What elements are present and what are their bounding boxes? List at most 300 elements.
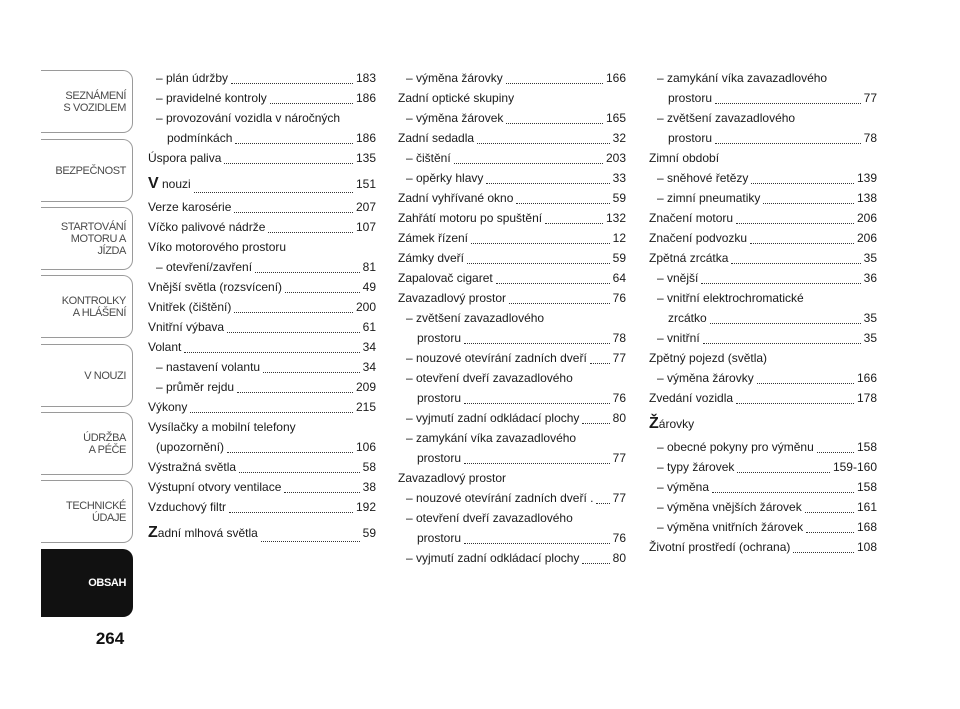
page-ref: 64: [612, 271, 626, 285]
entry-label: [417, 328, 461, 348]
index-entry: [649, 128, 877, 148]
index-entry: [398, 208, 626, 228]
page-ref: 35: [863, 331, 877, 345]
entry-text: Zadní vyhřívané okno: [398, 191, 514, 205]
page-ref: 166: [605, 71, 626, 85]
entry-label: [417, 528, 461, 548]
entry-label: [417, 448, 461, 468]
index-entry: [148, 128, 376, 148]
entry-text: Vnější světla (rozsvícení): [148, 280, 283, 294]
entry-label: [156, 377, 234, 397]
dot-leader: [464, 402, 610, 404]
entry-text: Vysílačky a mobilní telefony: [148, 420, 296, 434]
dot-leader: [751, 182, 854, 184]
index-entry: [649, 308, 877, 328]
page-ref: 209: [355, 380, 376, 394]
entry-text: – sněhové řetězy: [657, 171, 749, 185]
entry-label: [406, 488, 593, 508]
page-ref: 59: [362, 526, 376, 540]
index-entry: [649, 388, 877, 408]
index-entry: [649, 168, 877, 188]
dot-leader: [701, 282, 860, 284]
entry-label: [649, 228, 747, 248]
index-entry: [398, 388, 626, 408]
entry-text: – vyjmutí zadní odkládací plochy: [406, 411, 580, 425]
dot-leader: [477, 142, 610, 144]
dot-leader: [750, 242, 854, 244]
entry-text: – plán údržby: [156, 71, 229, 85]
index-entry: [649, 268, 877, 288]
entry-text: – otevření dveří zavazadlového: [406, 371, 573, 385]
index-entry: [148, 68, 376, 88]
section-letter: Z: [148, 524, 158, 541]
index-entry: [148, 257, 376, 277]
page-ref: 76: [612, 291, 626, 305]
tab-bezpecnost[interactable]: BEZPEČNOST: [41, 139, 133, 202]
dot-leader: [227, 451, 353, 453]
entry-text: Zámek řízení: [398, 231, 469, 245]
index-entry: [148, 520, 376, 546]
dot-leader: [235, 142, 353, 144]
entry-label: [649, 388, 733, 408]
dot-leader: [509, 302, 610, 304]
entry-label: [156, 257, 252, 277]
dot-leader: [231, 82, 353, 84]
entry-label: [398, 228, 468, 248]
entry-text: – zvětšení zavazadlového: [406, 311, 545, 325]
page-ref: 59: [612, 191, 626, 205]
index-entry: [148, 217, 376, 237]
dot-leader: [736, 402, 854, 404]
page-ref: 158: [856, 480, 877, 494]
entry-label: [657, 517, 803, 537]
index-heading: [649, 348, 877, 368]
page-ref: 80: [612, 551, 626, 565]
tab-obsah[interactable]: OBSAH: [41, 549, 133, 617]
entry-label: [649, 248, 728, 268]
entry-text: Životní prostředí (ochrana): [649, 540, 791, 554]
index-entry: [649, 477, 877, 497]
entry-label: [148, 297, 231, 317]
dot-leader: [731, 262, 860, 264]
page-ref: 108: [856, 540, 877, 554]
dot-leader: [737, 471, 830, 473]
page-ref: 34: [362, 340, 376, 354]
entry-label: [406, 548, 579, 568]
index-entry: [398, 228, 626, 248]
entry-text: prostoru: [417, 451, 462, 465]
index-entry: [148, 437, 376, 457]
tab-technicke-udaje[interactable]: TECHNICKÉ ÚDAJE: [41, 480, 133, 543]
entry-text: – nastavení volantu: [156, 360, 261, 374]
entry-text: Úspora paliva: [148, 151, 222, 165]
entry-text: – nouzové otevírání zadních dveří .: [406, 491, 594, 505]
page-ref: 76: [612, 391, 626, 405]
index-heading: [398, 468, 626, 488]
dot-leader: [806, 531, 854, 533]
entry-label: [406, 348, 587, 368]
index-heading: [649, 108, 877, 128]
entry-label: [148, 317, 224, 337]
page-ref: 200: [355, 300, 376, 314]
tab-v-nouzi[interactable]: V NOUZI: [41, 344, 133, 407]
section-tabs-sidebar: [0, 0, 140, 709]
index-entry: [148, 457, 376, 477]
index-entry: [148, 148, 376, 168]
index-entry: [398, 268, 626, 288]
page-ref: 183: [355, 71, 376, 85]
entry-label: [167, 128, 232, 148]
entry-label: [657, 477, 709, 497]
entry-label: [148, 148, 221, 168]
page-ref: 61: [362, 320, 376, 334]
entry-text: Výkony: [148, 400, 188, 414]
entry-text: Zavazadlový prostor: [398, 291, 507, 305]
dot-leader: [285, 291, 360, 293]
dot-leader: [255, 271, 360, 273]
dot-leader: [703, 342, 861, 344]
entry-text: Zahřátí motoru po spuštění: [398, 211, 543, 225]
page-ref: 206: [856, 231, 877, 245]
index-entry: [148, 197, 376, 217]
dot-leader: [793, 551, 854, 553]
entry-label: [668, 128, 712, 148]
entry-text: prostoru: [668, 91, 713, 105]
index-entry: [649, 457, 877, 477]
index-heading: [649, 411, 877, 437]
entry-label: [668, 308, 707, 328]
entry-text: – typy žárovek: [657, 460, 735, 474]
entry-label: [148, 477, 281, 497]
index-entry: [398, 108, 626, 128]
page-ref: 135: [355, 151, 376, 165]
page-ref: 76: [612, 531, 626, 545]
index-entry: [398, 288, 626, 308]
page-ref: 168: [856, 520, 877, 534]
section-letter: V: [148, 175, 159, 192]
index-heading: [398, 368, 626, 388]
entry-text: Vnitřek (čištění): [148, 300, 232, 314]
page-ref: 151: [355, 177, 376, 191]
page-ref: 203: [605, 151, 626, 165]
entry-text: Výstupní otvory ventilace: [148, 480, 282, 494]
entry-label: [657, 437, 814, 457]
entry-text: Značení motoru: [649, 211, 734, 225]
page-ref: 207: [355, 200, 376, 214]
entry-label: [398, 288, 506, 308]
index-heading: [148, 237, 376, 257]
entry-label: [406, 148, 451, 168]
dot-leader: [506, 122, 603, 124]
page-ref: 80: [612, 411, 626, 425]
page-ref: 33: [612, 171, 626, 185]
index-entry: [649, 368, 877, 388]
page-ref: 59: [612, 251, 626, 265]
dot-leader: [516, 202, 609, 204]
page-ref: 12: [612, 231, 626, 245]
index-entry: [649, 517, 877, 537]
dot-leader: [506, 82, 603, 84]
entry-label: [156, 88, 267, 108]
entry-label: [398, 248, 464, 268]
index-entry: [148, 297, 376, 317]
index-entry: [148, 497, 376, 517]
entry-text: Víko motorového prostoru: [148, 240, 287, 254]
dot-leader: [817, 451, 854, 453]
index-heading: [398, 428, 626, 448]
dot-leader: [757, 382, 854, 384]
index-entry: [398, 548, 626, 568]
entry-label: [398, 188, 513, 208]
index-entry: [649, 537, 877, 557]
entry-text: – vnější: [657, 271, 699, 285]
entry-label: [148, 457, 236, 477]
entry-text: Zapalovač cigaret: [398, 271, 493, 285]
page-ref: 159-160: [832, 460, 877, 474]
page-ref: 36: [863, 271, 877, 285]
index-entry: [649, 328, 877, 348]
entry-text: prostoru: [417, 331, 462, 345]
entry-label: [657, 328, 700, 348]
dot-leader: [234, 311, 353, 313]
entry-label: [156, 437, 224, 457]
index-entry: [398, 148, 626, 168]
dot-leader: [184, 351, 359, 353]
entry-text: – výměna vnitřních žárovek: [657, 520, 804, 534]
dot-leader: [715, 102, 861, 104]
page-ref: 49: [362, 280, 376, 294]
index-entry: [398, 188, 626, 208]
entry-label: [148, 171, 191, 197]
dot-leader: [805, 511, 854, 513]
index-entry: [148, 277, 376, 297]
page-ref: 186: [355, 91, 376, 105]
entry-label: [668, 88, 712, 108]
index-entry: [398, 528, 626, 548]
dot-leader: [454, 162, 603, 164]
index-heading: [398, 308, 626, 328]
entry-label: [156, 68, 228, 88]
tab-seznameni[interactable]: SEZNÁMENÍ S VOZIDLEM: [41, 70, 133, 133]
index-entry: [148, 88, 376, 108]
entry-text: – výměna žárovky: [657, 371, 754, 385]
entry-label: [148, 520, 258, 546]
index-entry: [398, 68, 626, 88]
index-entry: [148, 377, 376, 397]
dot-leader: [496, 282, 610, 284]
entry-text: Zvedání vozidla: [649, 391, 734, 405]
entry-text: – otevření/zavření: [156, 260, 253, 274]
dot-leader: [190, 411, 353, 413]
page-ref: 215: [355, 400, 376, 414]
index-entry: [398, 248, 626, 268]
dot-leader: [270, 102, 353, 104]
section-letter: Ž: [649, 415, 659, 432]
entry-label: [156, 357, 260, 377]
dot-leader: [268, 231, 353, 233]
entry-label: [657, 497, 802, 517]
index-entry: [148, 337, 376, 357]
entry-text: – výměna žárovky: [406, 71, 503, 85]
dot-leader: [486, 182, 609, 184]
entry-label: [406, 108, 503, 128]
entry-label: [406, 68, 503, 88]
dot-leader: [194, 191, 353, 193]
index-column-3: [649, 68, 877, 557]
dot-leader: [464, 462, 610, 464]
entry-label: [649, 208, 733, 228]
index-entry: [398, 408, 626, 428]
dot-leader: [224, 162, 353, 164]
entry-label: [398, 128, 474, 148]
dot-leader: [467, 262, 610, 264]
entry-label: [417, 388, 461, 408]
tab-kontrolky[interactable]: KONTROLKY A HLÁŠENÍ: [41, 275, 133, 338]
page-ref: 186: [355, 131, 376, 145]
page-ref: 35: [863, 311, 877, 325]
index-heading: [398, 508, 626, 528]
page-ref: 38: [362, 480, 376, 494]
entry-text: Zavazadlový prostor: [398, 471, 507, 485]
entry-label: [398, 208, 542, 228]
page-ref: 77: [863, 91, 877, 105]
entry-label: [148, 397, 187, 417]
entry-label: [398, 268, 493, 288]
entry-label: [657, 268, 698, 288]
tab-startovani[interactable]: STARTOVÁNÍ MOTORU A JÍZDA: [41, 207, 133, 270]
entry-text: (upozornění): [156, 440, 225, 454]
page-ref: 165: [605, 111, 626, 125]
dot-leader: [471, 242, 610, 244]
entry-text: – otevření dveří zavazadlového: [406, 511, 573, 525]
entry-text: – vnitřní: [657, 331, 700, 345]
index-entry: [398, 448, 626, 468]
dot-leader: [582, 562, 609, 564]
entry-text: podmínkách: [167, 131, 233, 145]
index-entry: [398, 128, 626, 148]
entry-label: [148, 217, 265, 237]
entry-label: [148, 197, 231, 217]
page-ref: 77: [612, 351, 626, 365]
entry-text: – vyjmutí zadní odkládací plochy: [406, 551, 580, 565]
entry-text: prostoru: [417, 391, 462, 405]
dot-leader: [284, 491, 359, 493]
page-ref: 35: [863, 251, 877, 265]
page-ref: 78: [612, 331, 626, 345]
entry-text: Vnitřní výbava: [148, 320, 225, 334]
dot-leader: [715, 142, 861, 144]
page-ref: 77: [612, 451, 626, 465]
entry-text: Zadní sedadla: [398, 131, 475, 145]
index-entry: [398, 168, 626, 188]
index-entry: [649, 208, 877, 228]
entry-label: [148, 277, 282, 297]
dot-leader: [237, 391, 353, 393]
page-ref: 161: [856, 500, 877, 514]
page-number: 264: [95, 629, 125, 648]
tab-udrzba[interactable]: ÚDRŽBA A PÉČE: [41, 412, 133, 475]
page-ref: 106: [355, 440, 376, 454]
index-entry: [649, 437, 877, 457]
dot-leader: [736, 222, 854, 224]
dot-leader: [229, 511, 353, 513]
index-column-1: [148, 68, 376, 546]
entry-text: Zadní optické skupiny: [398, 91, 515, 105]
entry-text: – výměna vnějších žárovek: [657, 500, 802, 514]
page-ref: 139: [856, 171, 877, 185]
entry-label: [657, 457, 734, 477]
entry-text: – průměr rejdu: [156, 380, 235, 394]
index-entry: [398, 328, 626, 348]
page-ref: 132: [605, 211, 626, 225]
page-ref: 34: [362, 360, 376, 374]
entry-text: Verze karosérie: [148, 200, 232, 214]
entry-text: – čištění: [406, 151, 451, 165]
entry-text: – opěrky hlavy: [406, 171, 484, 185]
entry-label: [148, 337, 181, 357]
entry-text: – nouzové otevírání zadních dveří: [406, 351, 587, 365]
index-entry: [148, 317, 376, 337]
entry-text: nouzi: [158, 177, 191, 191]
index-entry: [649, 88, 877, 108]
dot-leader: [763, 202, 854, 204]
entry-text: – zamykání víka zavazadlového: [657, 71, 828, 85]
index-column-2: [398, 68, 626, 568]
entry-text: prostoru: [668, 131, 713, 145]
dot-leader: [263, 371, 360, 373]
dot-leader: [545, 222, 603, 224]
page-ref: 178: [856, 391, 877, 405]
entry-text: Víčko palivové nádrže: [148, 220, 266, 234]
page-ref: 166: [856, 371, 877, 385]
dot-leader: [261, 540, 360, 542]
entry-text: Výstražná světla: [148, 460, 237, 474]
entry-label: [657, 188, 760, 208]
page-ref: 32: [612, 131, 626, 145]
index-heading: [398, 88, 626, 108]
entry-text: – výměna žárovek: [406, 111, 504, 125]
dot-leader: [464, 542, 610, 544]
page-ref: 192: [355, 500, 376, 514]
dot-leader: [234, 211, 353, 213]
index-entry: [148, 397, 376, 417]
entry-text: Značení podvozku: [649, 231, 748, 245]
index-heading: [649, 148, 877, 168]
dot-leader: [464, 342, 610, 344]
entry-label: [406, 168, 483, 188]
index-heading: [649, 288, 877, 308]
index-heading: [649, 68, 877, 88]
index-entry: [649, 228, 877, 248]
entry-text: zrcátko: [668, 311, 707, 325]
page-ref: 107: [355, 220, 376, 234]
entry-text: prostoru: [417, 531, 462, 545]
entry-text: Zimní období: [649, 151, 720, 165]
entry-text: adní mlhová světla: [157, 526, 258, 540]
entry-label: [657, 168, 748, 188]
entry-label: [406, 408, 579, 428]
dot-leader: [582, 422, 609, 424]
index-entry: [148, 477, 376, 497]
index-entry: [649, 248, 877, 268]
entry-label: [649, 537, 790, 557]
entry-text: Volant: [148, 340, 182, 354]
entry-text: Zpětná zrcátka: [649, 251, 729, 265]
index-entry: [398, 348, 626, 368]
page-ref: 138: [856, 191, 877, 205]
index-entry: [649, 497, 877, 517]
dot-leader: [710, 322, 861, 324]
